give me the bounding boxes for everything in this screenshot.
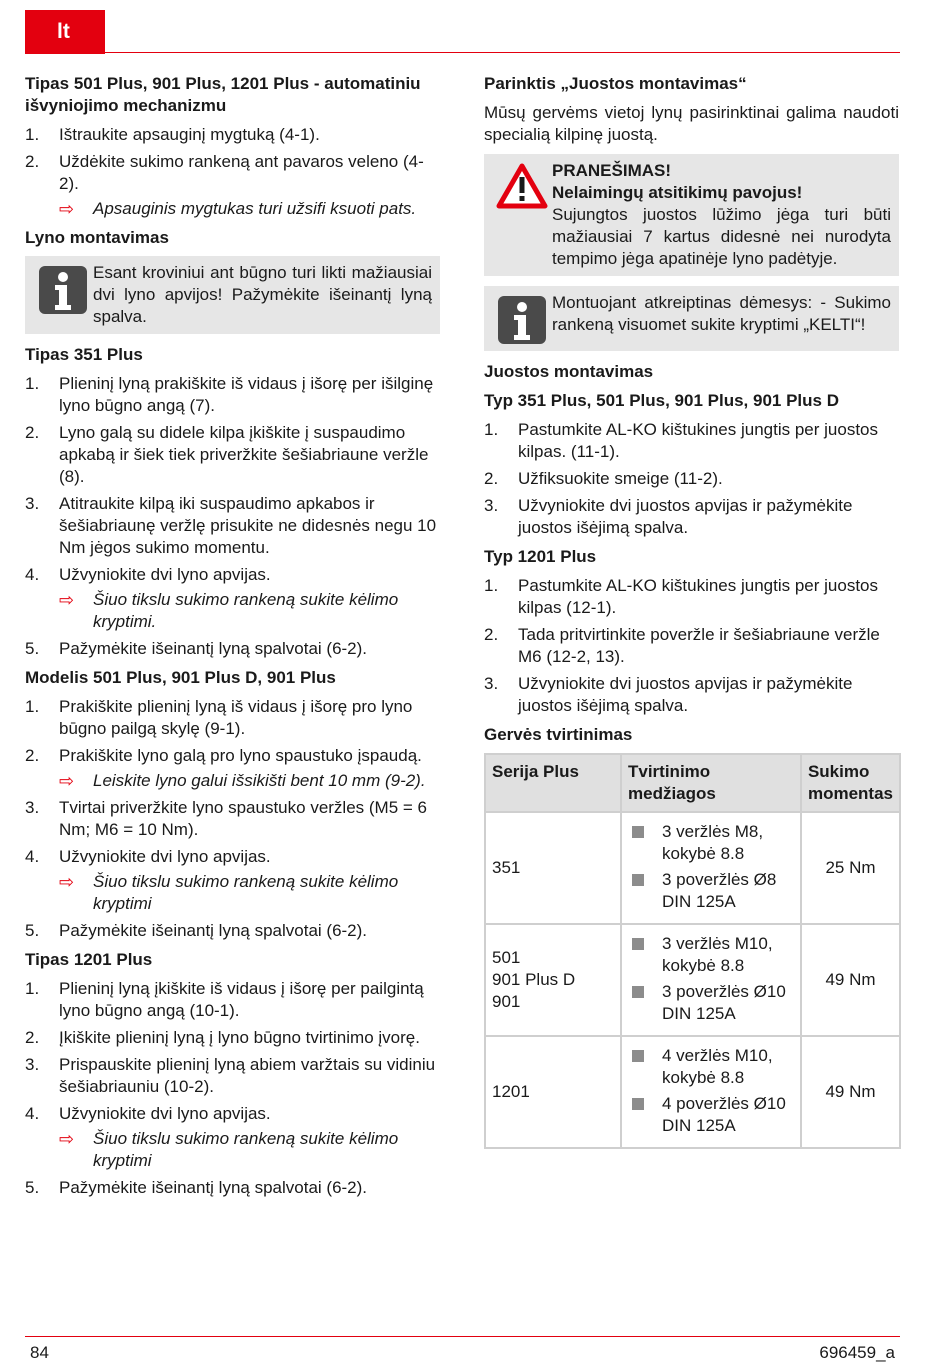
result-note: ⇨ Šiuo tikslu sukimo rankeną sukite kėlimo kryptimi (59, 1129, 399, 1170)
arrow-right-icon: ⇨ (59, 1129, 75, 1149)
list-item: 1. Ištraukite apsauginį mygtuką (4-1). (25, 125, 320, 144)
torque-cell: 49 Nm (801, 924, 900, 1036)
arrow-right-icon: ⇨ (59, 590, 75, 610)
result-note: ⇨ Apsauginis mygtukas turi užsifi ksuoti pats. (59, 199, 417, 219)
square-bullet-icon (632, 1098, 644, 1110)
section-title-rope-mounting: Lyno montavimas (25, 228, 169, 247)
square-bullet-icon (632, 938, 644, 950)
list-item: 3 veržlės M10, kokybė 8.8 (628, 933, 794, 977)
steps-auto-unwind (25, 124, 440, 220)
materials-cell (621, 812, 801, 924)
list-item: 2. Užfiksuokite smeige (11-2). (484, 469, 723, 488)
page-number: 84 (30, 1343, 49, 1362)
square-bullet-icon (632, 826, 644, 838)
list-item: 3 poveržlės Ø10 DIN 125A (628, 981, 794, 1025)
steps-1201 (25, 978, 440, 1199)
table-row (485, 1036, 900, 1148)
square-bullet-icon (632, 1050, 644, 1062)
list-item: 1. Pastumkite AL-KO kištukines jungtis per juostos kilpas. (11-1). (484, 420, 878, 461)
strap-option-text: Mūsų gervėms vietoj lynų pasirinktinai galima naudoti specialią kilpinę juostą. (484, 103, 899, 144)
left-column (25, 73, 440, 1206)
steps-strap-1201 (484, 575, 899, 717)
warning-text: Sujungtos juostos lūžimo jėga turi būti mažiausiai 7 kartus didesnė nei nurodyta tempimo jėga apatinėje lyno padėtyje. (552, 205, 891, 268)
column-header: Tvirtinimo medžiagos (621, 754, 801, 812)
list-item: 4. Užvyniokite dvi lyno apvijas. ⇨ Šiuo tikslu sukimo rankeną sukite kėlimo kryptimi (25, 1103, 440, 1172)
list-item: 3. Tvirtai priveržkite lyno spaustuko veržles (M5 = 6 Nm; M6 = 10 Nm). (25, 798, 427, 839)
section-title-strap-mounting: Juostos montavimas (484, 362, 654, 381)
list-item: 3 veržlės M8, kokybė 8.8 (628, 821, 794, 865)
section-title-351: Tipas 351 Plus (25, 345, 143, 364)
list-item: 5. Pažymėkite išeinantį lyną spalvotai (6-2). (25, 639, 368, 658)
list-item: 2. Uždėkite sukimo rankeną ant pavaros veleno (4-2). ⇨ Apsauginis mygtukas turi užsifi ksuoti pats. (25, 151, 440, 220)
column-header: Sukimo momentas (801, 754, 900, 812)
fastening-table (484, 753, 901, 1149)
list-item: 4 veržlės M10, kokybė 8.8 (628, 1045, 794, 1089)
arrow-right-icon: ⇨ (59, 199, 75, 219)
info-box (25, 256, 440, 334)
steps-501-901 (25, 696, 440, 942)
list-item: 5. Pažymėkite išeinantį lyną spalvotai (6-2). (25, 921, 368, 940)
section-title-winch-fastening: Gervės tvirtinimas (484, 725, 633, 744)
list-item: 3. Užvyniokite dvi juostos apvijas ir pažymėkite juostos išėjimą spalva. (484, 496, 853, 537)
steps-strap-351-901 (484, 419, 899, 539)
section-title-strap-option: Parinktis „Juostos montavimas“ (484, 74, 747, 93)
warning-label: PRANEŠIMAS! (552, 161, 672, 180)
list-item: 3 poveržlės Ø8 DIN 125A (628, 869, 794, 913)
table-header-row (485, 754, 900, 812)
section-title-strap-1201: Typ 1201 Plus (484, 547, 597, 566)
info-icon (38, 265, 88, 315)
series-cell: 1201 (485, 1036, 621, 1148)
list-item: 1. Plieninį lyną prakiškite iš vidaus į išorę per išilginę lyno būgno angą (7). (25, 374, 434, 415)
warning-box (484, 154, 899, 276)
arrow-right-icon: ⇨ (59, 872, 75, 892)
top-rule (25, 52, 900, 53)
language-code: lt (57, 20, 70, 43)
list-item: 4. Užvyniokite dvi lyno apvijas. ⇨ Šiuo tikslu sukimo rankeną sukite kėlimo kryptimi. (25, 564, 440, 633)
table-row (485, 924, 900, 1036)
list-item: 5. Pažymėkite išeinantį lyną spalvotai (6-2). (25, 1178, 368, 1197)
list-item: 3. Prispauskite plieninį lyną abiem varžtais su vidiniu šešiabriauniu (10-2). (25, 1055, 436, 1096)
result-note: ⇨ Šiuo tikslu sukimo rankeną sukite kėlimo kryptimi. (59, 590, 399, 631)
info-text: Esant kroviniui ant būgno turi likti mažiausiai dvi lyno apvijos! Pažymėkite išeinantį lyną spalva. (93, 263, 432, 326)
info-icon (497, 295, 547, 345)
section-title-1201: Tipas 1201 Plus (25, 950, 153, 969)
warning-content (552, 160, 891, 270)
list-item: 4 poveržlės Ø10 DIN 125A (628, 1093, 794, 1137)
steps-351 (25, 373, 440, 660)
list-item: 3. Užvyniokite dvi juostos apvijas ir pažymėkite juostos išėjimą spalva. (484, 674, 853, 715)
torque-cell: 49 Nm (801, 1036, 900, 1148)
series-cell: 351 (485, 812, 621, 924)
language-tab (25, 10, 105, 54)
list-item: 1. Prakiškite plieninį lyną iš vidaus į išorę pro lyno būgno pailgą skylę (9-1). (25, 697, 413, 738)
list-item: 2. Lyno galą su didele kilpa įkiškite į suspaudimo apkabą ir šiek tiek priveržkite šešiabriaune veržle (8). (25, 423, 429, 486)
materials-cell (621, 924, 801, 1036)
materials-cell (621, 1036, 801, 1148)
info-text-2: Montuojant atkreiptinas dėmesys: - Sukimo rankeną visuomet sukite kryptimi „KELTI“! (552, 293, 891, 334)
section-title-auto-unwind: Tipas 501 Plus, 901 Plus, 1201 Plus - automatiniu išvyniojimo mechanizmu (25, 74, 421, 115)
square-bullet-icon (632, 874, 644, 886)
column-header: Serija Plus (485, 754, 621, 812)
bottom-rule (25, 1336, 900, 1337)
arrow-right-icon: ⇨ (59, 771, 75, 791)
list-item: 4. Užvyniokite dvi lyno apvijas. ⇨ Šiuo tikslu sukimo rankeną sukite kėlimo kryptimi (25, 846, 440, 915)
section-title-501-901: Modelis 501 Plus, 901 Plus D, 901 Plus (25, 668, 336, 687)
warning-headline: Nelaimingų atsitikimų pavojus! (552, 183, 803, 202)
info-box-2 (484, 286, 899, 351)
result-note: ⇨ Leiskite lyno galui išsikišti bent 10 mm (9-2). (59, 771, 426, 791)
list-item: 2. Tada pritvirtinkite poveržle ir šešiabriaune veržle M6 (12-2, 13). (484, 625, 880, 666)
square-bullet-icon (632, 986, 644, 998)
list-item: 3. Atitraukite kilpą iki suspaudimo apkabos ir šešiabriaunę veržlę prisukite ne didesnės negu 10 Nm jėgos sukimo momentu. (25, 494, 437, 557)
section-title-strap-351-901: Typ 351 Plus, 501 Plus, 901 Plus, 901 Plus D (484, 391, 839, 410)
right-column (484, 73, 899, 1149)
list-item: 1. Plieninį lyną įkiškite iš vidaus į išorę per pailgintą lyno būgno angą (10-1). (25, 979, 424, 1020)
list-item: 2. Įkiškite plieninį lyną į lyno būgno tvirtinimo įvorę. (25, 1028, 420, 1047)
list-item: 1. Pastumkite AL-KO kištukines jungtis per juostos kilpas (12-1). (484, 576, 878, 617)
result-note: ⇨ Šiuo tikslu sukimo rankeną sukite kėlimo kryptimi (59, 872, 399, 913)
document-code: 696459_a (819, 1343, 895, 1362)
warning-triangle-icon (496, 163, 548, 209)
series-cell: 501 901 Plus D 901 (485, 924, 621, 1036)
table-row (485, 812, 900, 924)
list-item: 2. Prakiškite lyno galą pro lyno spaustuko įspaudą. ⇨ Leiskite lyno galui išsikišti bent 10 mm (9-2). (25, 745, 440, 792)
torque-cell: 25 Nm (801, 812, 900, 924)
